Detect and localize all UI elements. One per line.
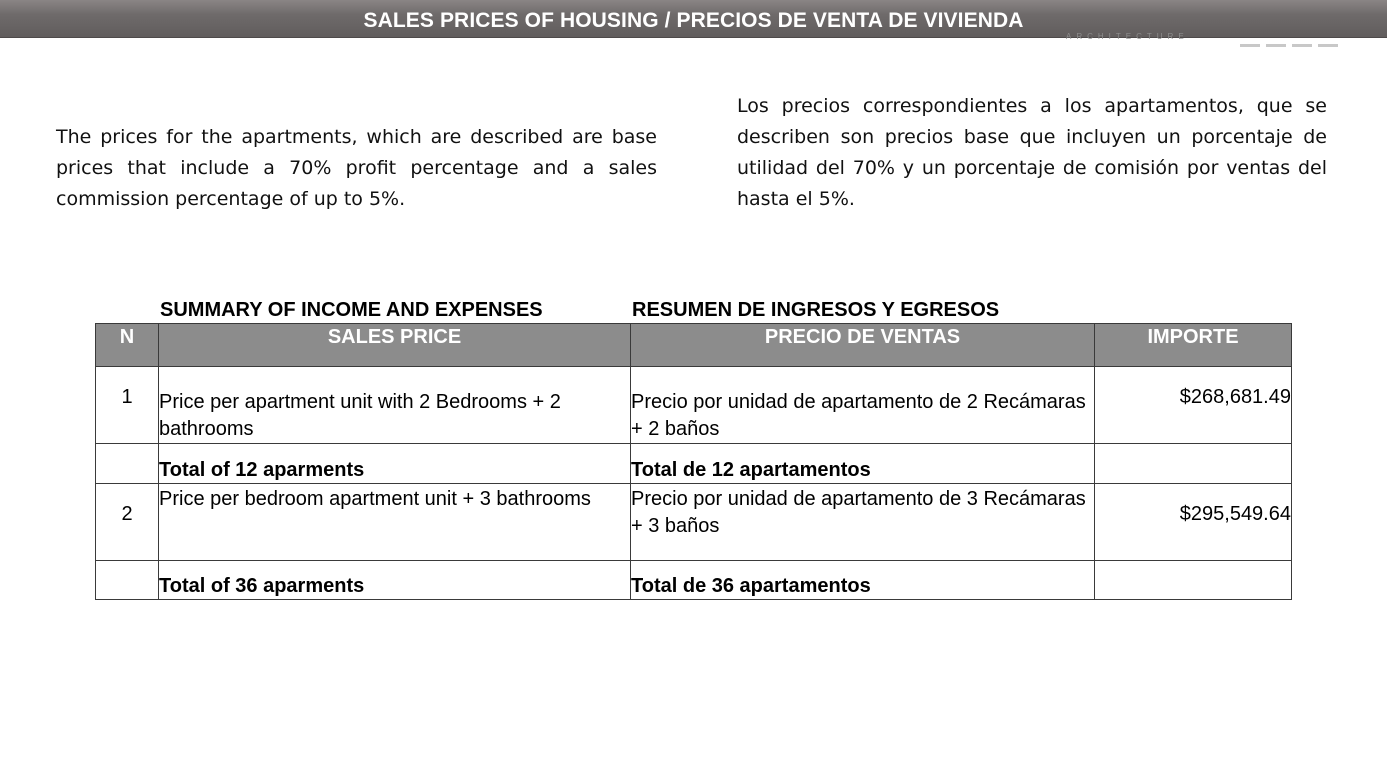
table-row [96, 367, 1292, 444]
page-title: SALES PRICES OF HOUSING / PRECIOS DE VENTA DE VIVIENDA [363, 9, 1024, 32]
total-english: Total of 12 aparments [159, 444, 631, 484]
summary-table [95, 323, 1292, 600]
total-english: Total of 36 aparments [159, 561, 631, 600]
row-amount: $295,549.64 [1095, 484, 1292, 561]
row-description-english: Price per apartment unit with 2 Bedrooms + 2 bathrooms [159, 367, 631, 444]
table-row [96, 484, 1292, 561]
row-description-spanish: Precio por unidad de apartamento de 2 Recámaras + 2 baños [631, 367, 1095, 444]
intro-spanish: Los precios correspondientes a los apartamentos, que se describen son precios base que incluyen un porcentaje de utilidad del 70% y un porcentaje de comisión por ventas del hasta el 5%. [737, 95, 1327, 210]
row-number: 2 [96, 484, 159, 561]
row-description-spanish: Precio por unidad de apartamento de 3 Recámaras + 3 baños [631, 484, 1095, 561]
total-spanish: Total de 12 apartamentos [631, 444, 1095, 484]
logo-mark [1240, 34, 1344, 52]
summary-heading-english: SUMMARY OF INCOME AND EXPENSES [160, 299, 543, 321]
total-amount-cell [1095, 444, 1292, 484]
row-amount: $268,681.49 [1095, 367, 1292, 444]
table-total-row [96, 444, 1292, 484]
total-spanish: Total de 36 apartamentos [631, 561, 1095, 600]
row-number: 1 [96, 367, 159, 444]
column-header-sales-price: SALES PRICE [159, 324, 631, 367]
logo-text: ARCHITECTURE [1066, 32, 1189, 41]
intro-english: The prices for the apartments, which are described are base prices that include a 70% profit percentage and a sales commission percentage of up to 5%. [56, 126, 657, 210]
total-number-cell [96, 561, 159, 600]
column-header-n: N [96, 324, 159, 367]
column-header-importe: IMPORTE [1095, 324, 1292, 367]
table-header-row [96, 324, 1292, 367]
table-total-row [96, 561, 1292, 600]
total-amount-cell [1095, 561, 1292, 600]
column-header-precio-ventas: PRECIO DE VENTAS [631, 324, 1095, 367]
total-number-cell [96, 444, 159, 484]
row-description-english: Price per bedroom apartment unit + 3 bathrooms [159, 484, 631, 561]
summary-heading-spanish: RESUMEN DE INGRESOS Y EGRESOS [632, 299, 1000, 321]
